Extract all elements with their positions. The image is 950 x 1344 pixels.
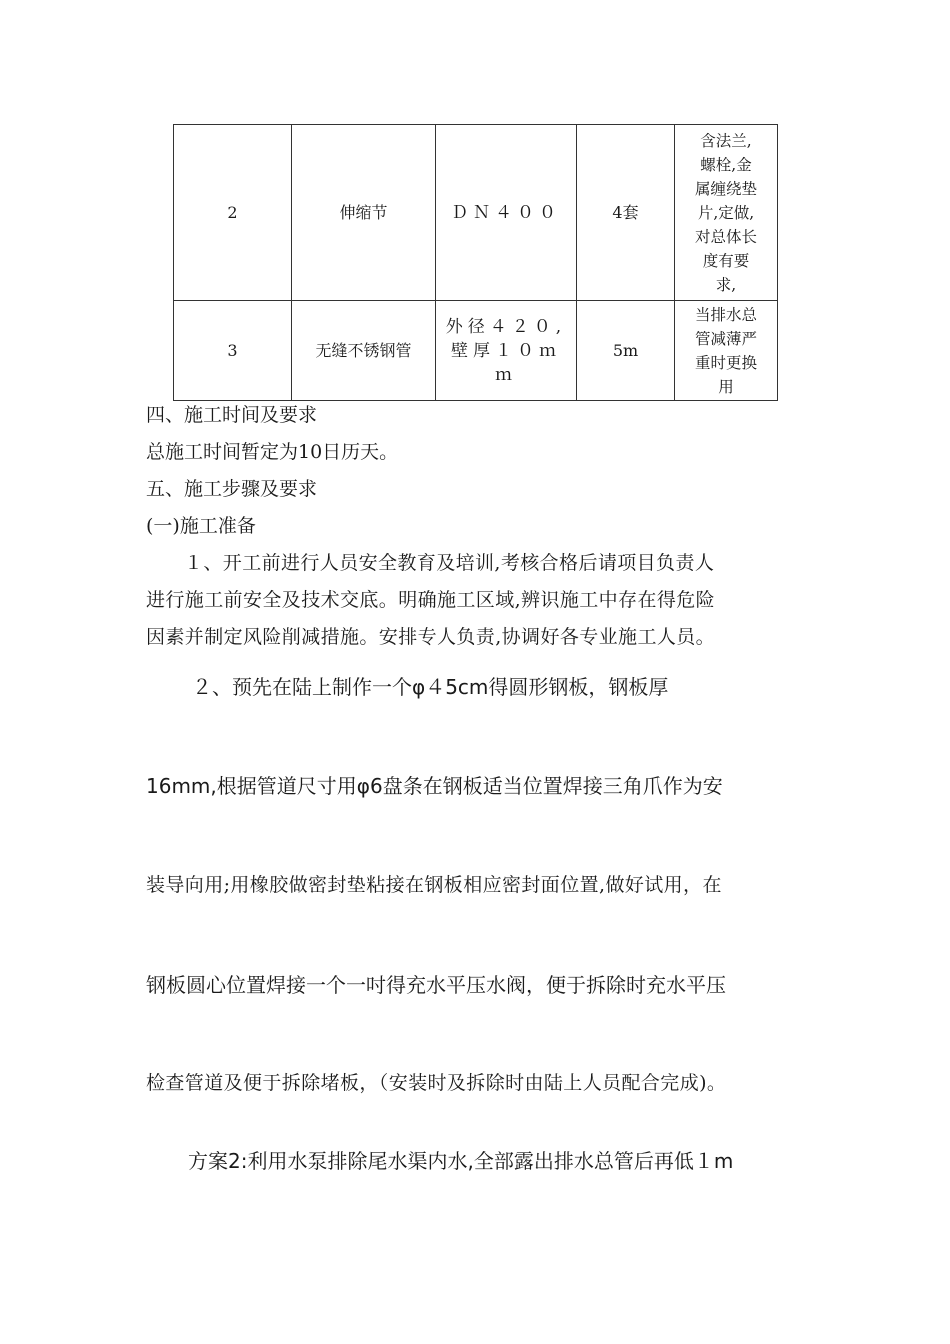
item-note — [675, 125, 778, 301]
paragraph-3-line: 方案2:利用水泵排除尾水渠内水,全部露出排水总管后再低１m — [188, 1149, 734, 1173]
section-5-subheading: (一)施工准备 — [146, 515, 256, 537]
row-number: 2 — [174, 125, 292, 301]
paragraph-2-text: 一吋得充水平压水阀，便于拆除时充水平压 — [346, 973, 726, 997]
note-line: 螺栓,金 — [700, 155, 752, 174]
spec-line: ｍ — [495, 364, 517, 385]
note-line: 管减薄严 — [694, 329, 757, 348]
paragraph-2-line: ２、预先在陆上制作一个φ４5cm得圆形钢板，钢板厚 — [192, 675, 669, 699]
item-spec — [436, 301, 577, 401]
spec-line: 壁厚１０ｍ — [451, 340, 561, 361]
paragraph-2-text: 钢板圆心位置焊接一个 — [146, 973, 346, 997]
paragraph-2-text: 适当位置焊接三角爪作为安 — [482, 774, 723, 798]
paragraph-1-line: 因素并制定风险削减措施。安排专人负责,协调好各专业施工人员。 — [146, 626, 716, 648]
paragraph-2-line: 检查管道及便于拆除堵板，（安装时及拆除时由陆上人员配合完成)。 — [146, 1072, 727, 1094]
item-name: 无缝不锈钢管 — [292, 301, 436, 401]
note-line: 求, — [715, 275, 737, 294]
note-line: 属缠绕垫 — [694, 179, 757, 198]
note-line: 度有要 — [702, 251, 750, 270]
item-quantity: 4套 — [577, 125, 675, 301]
table-row — [174, 301, 778, 401]
table-row — [174, 125, 778, 301]
section-4-text: 总施工时间暂定为10日历天。 — [146, 441, 399, 463]
row-number: 3 — [174, 301, 292, 401]
note-line: 对总体长 — [694, 227, 757, 246]
item-note — [675, 301, 778, 401]
note-line: 用 — [718, 377, 734, 396]
section-5-heading: 五、施工步骤及要求 — [146, 478, 318, 500]
paragraph-1-line: 进行施工前安全及技术交底。明确施工区域,辨识施工中存在得危险 — [146, 589, 716, 611]
paragraph-2-line — [146, 969, 726, 998]
item-name: 伸缩节 — [292, 125, 436, 301]
item-spec: ＤＮ４００ — [436, 125, 577, 301]
spec-line: 外径４２０, — [445, 316, 567, 337]
section-4-heading: 四、施工时间及要求 — [146, 404, 318, 426]
note-line: 片,定做, — [697, 203, 755, 222]
materials-table — [173, 124, 778, 401]
note-line: 含法兰, — [700, 131, 752, 150]
paragraph-2-line: 装导向用;用橡胶做密封垫粘接在钢板相应密封面位置,做好试用，在 — [146, 874, 722, 896]
paragraph-1-line: １、开工前进行人员安全教育及培训,考核合格后请项目负责人 — [184, 552, 715, 574]
paragraph-2-line — [146, 770, 723, 799]
paragraph-2-text: 16mm,根据管道尺寸用φ6盘条在钢板 — [146, 774, 483, 798]
note-line: 重时更换 — [694, 353, 757, 372]
note-line: 当排水总 — [694, 305, 757, 324]
item-quantity: 5m — [577, 301, 675, 401]
